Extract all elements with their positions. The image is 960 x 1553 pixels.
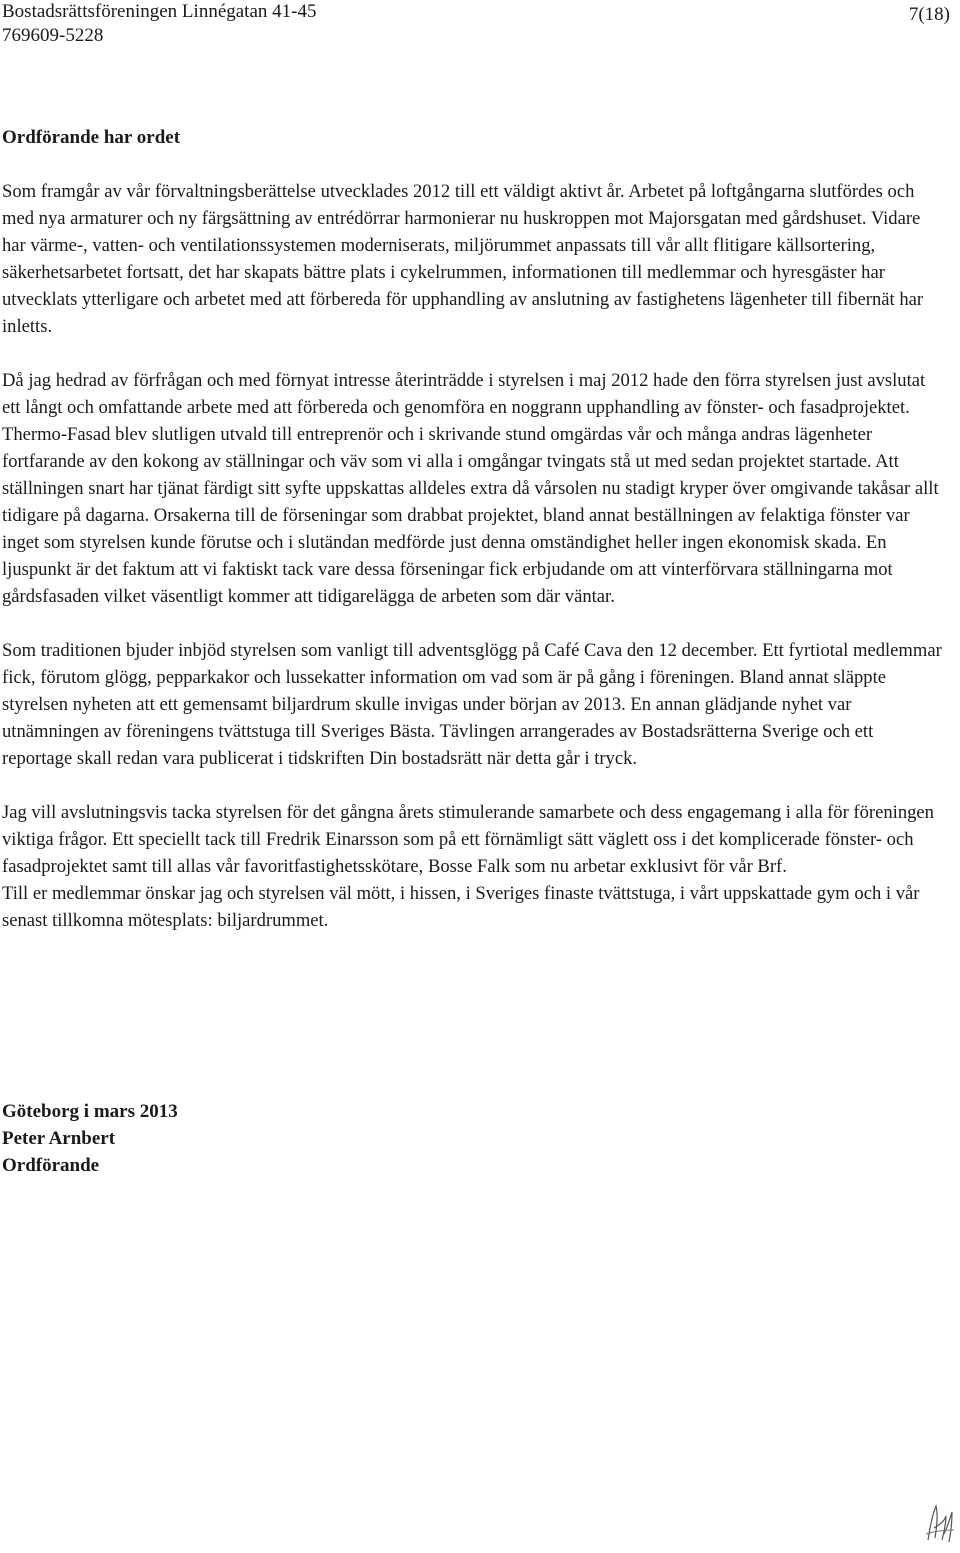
paragraph-1: Som framgår av vår förvaltningsberättelse utvecklades 2012 till ett väldigt aktivt år. Arbetet på loftgångarna slutfördes och med nya armaturer och ny färgsättning av entrédörrar harmonierar nu huskroppen mot Majorsgatan med gårdshuset. Vidare har värme-, vatten- och ventilationssystemen moderniserats, miljörummet anpassats till vår allt flitigare källsortering, säkerhetsarbetet fortsatt, det har skapats bättre plats i cykelrummen, informationen till medlemmar och hyresgäster har utvecklats ytterligare och arbetet med att förbereda för upphandling av anslutning av fastighetens lägenheter till fibernät har inletts. (2, 181, 924, 337)
signature-name: Peter Arnbert (2, 1128, 116, 1149)
paragraph-2: Då jag hedrad av förfrågan och med förnyat intresse återinträdde i styrelsen i maj 2012 hade den förra styrelsen just avslutat ett långt och omfattande arbete med att förbereda och genomföra en noggrann upphandling av fönster- och fasadprojektet. Thermo-Fasad blev slutligen utvald till entreprenör och i skrivande stund omgärdas vår och många andras lägenheter fortfarande av den kokong av ställningar och väv som vi alla i omgångar tvingats stå ut med sedan projektet startade. Att ställningen snart har tjänat färdigt sitt syfte uppskattas alldeles extra då vårsolen nu stadigt kryper över omgivande takåsar allt tidigare på dagarna. Orsakerna till de förseningar som drabbat projektet, bland annat beställningen av felaktiga fönster var inget som styrelsen kunde förutse och i slutändan medförde just denna omständighet heller ingen ekonomisk skada. En ljuspunkt är det faktum att vi faktiskt tack vare dessa förseningar fick erbjudande om att vinterförvara ställningarna mot gårdsfasaden vilket väsentligt kommer att tidigarelägga de arbeten som där väntar. (2, 370, 939, 607)
signature-place-date: Göteborg i mars 2013 (2, 1101, 178, 1122)
signature-role: Ordförande (2, 1155, 100, 1176)
body-text (2, 178, 942, 961)
section-title: Ordförande har ordet (2, 127, 181, 148)
org-number: 769609-5228 (2, 25, 104, 46)
header-left (2, 0, 316, 48)
association-name: Bostadsrättsföreningen Linnégatan 41-45 (2, 1, 317, 22)
handwritten-initials-mark (922, 1500, 956, 1546)
signature-block (2, 1098, 178, 1179)
paragraph-5: Till er medlemmar önskar jag och styrelsen väl mött, i hissen, i Sveriges finaste tvättstuga, i vårt uppskattade gym och i vår senast tillkomna mötesplats: biljardrummet. (2, 883, 920, 931)
page-number: 7(18) (908, 4, 950, 25)
paragraph-3: Som traditionen bjuder inbjöd styrelsen som vanligt till adventsglögg på Café Cava den 12 december. Ett fyrtiotal medlemmar fick, förutom glögg, pepparkakor och lussekatter information om vad som är på gång i föreningen. Bland annat släppte styrelsen nyheten att ett gemensamt biljardrum skulle invigas under början av 2013. En annan glädjande nyhet var utnämningen av föreningens tvättstuga till Sveriges Bästa. Tävlingen arrangerades av Bostadsrätterna Sverige och ett reportage skall redan vara publicerat i tidskriften Din bostadsrätt när detta går i tryck. (2, 640, 942, 769)
paragraph-4: Jag vill avslutningsvis tacka styrelsen för det gångna årets stimulerande samarbete och dess engagemang i alla för föreningen viktiga frågor. Ett speciellt tack till Fredrik Einarsson som på ett förnämligt sätt väglett oss i det komplicerade fönster- och fasadprojektet samt till allas vår favoritfastighetsskötare, Bosse Falk som nu arbetar exklusivt för vår Brf. (2, 802, 934, 877)
